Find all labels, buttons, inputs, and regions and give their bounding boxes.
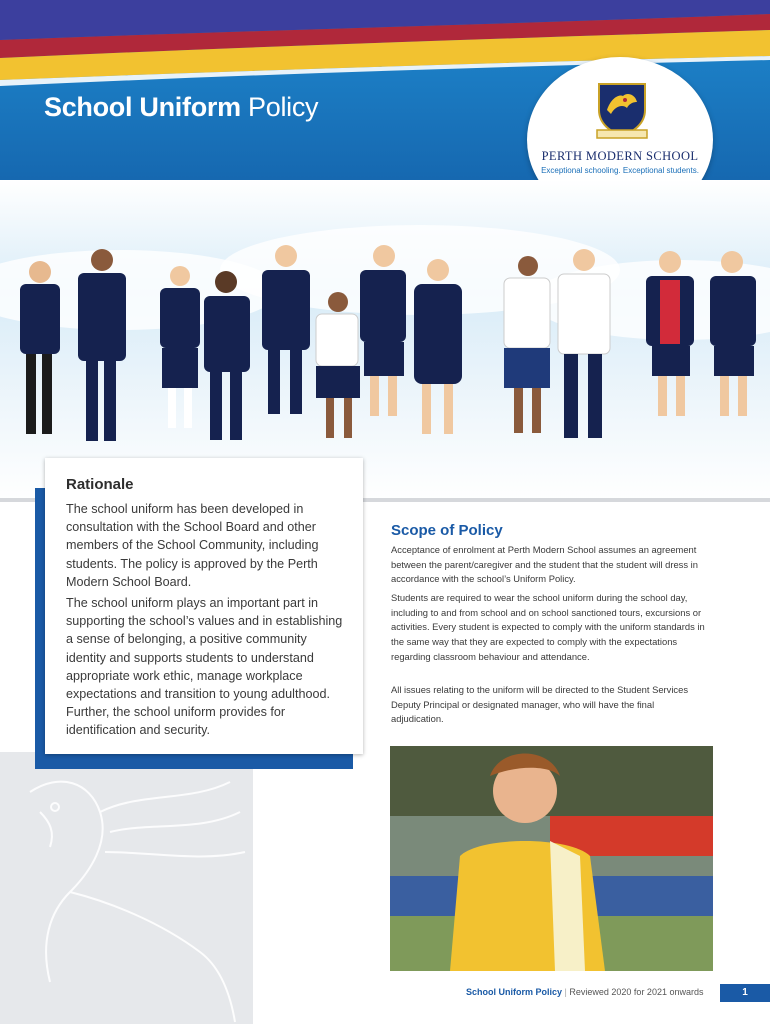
page-number: 1 xyxy=(720,984,770,1002)
griffin-watermark xyxy=(0,752,253,1024)
footer-reviewed: Reviewed 2020 for 2021 onwards xyxy=(569,987,704,997)
scope-heading: Scope of Policy xyxy=(391,522,503,539)
title-bold: School Uniform xyxy=(44,92,241,122)
scope-paragraph: Students are required to wear the school uniform during the school day, including to and from school and on school sanctioned tours, excursions or activities. Every student is expected to comply with the uniform standards in the same way that they are expected to comply with the expectations regarding classroom behaviour and attendance. xyxy=(391,592,705,662)
school-name: PERTH MODERN SCHOOL xyxy=(541,149,699,163)
watermark-panel xyxy=(0,752,253,1024)
school-tagline: Exceptional schooling. Exceptional students. xyxy=(541,166,699,175)
title-light: Policy xyxy=(248,92,319,122)
scope-paragraph: All issues relating to the uniform will be directed to the Student Services Deputy Principal or designated manager, who will have the final adjudication. xyxy=(391,684,689,725)
students-banner-image xyxy=(0,180,770,500)
rationale-paragraph: The school uniform plays an important part in supporting the school’s values and in establishing a sense of belonging, a positive community identity and supports students to understand appropriate work ethic, manage workplace expectations and transition to young adulthood. Further, the school uniform provides for identification and security. xyxy=(66,596,343,738)
footer-separator: | xyxy=(564,987,567,997)
scope-paragraph: Acceptance of enrolment at Perth Modern School assumes an agreement between the parent/caregiver and the student that the student will dress in accordance with the school’s Uniform Policy. xyxy=(391,544,698,585)
student-running-photo xyxy=(390,746,713,971)
rationale-heading: Rationale xyxy=(66,476,134,493)
rationale-paragraph: The school uniform has been developed in consultation with the School Board and other members of the School Community, including students. The policy is approved by the Perth Modern School Board. xyxy=(66,502,319,589)
page-title xyxy=(44,92,318,123)
footer-doc-title: School Uniform Policy xyxy=(466,987,563,997)
footer-text xyxy=(466,987,703,997)
school-crest-icon xyxy=(593,80,651,142)
